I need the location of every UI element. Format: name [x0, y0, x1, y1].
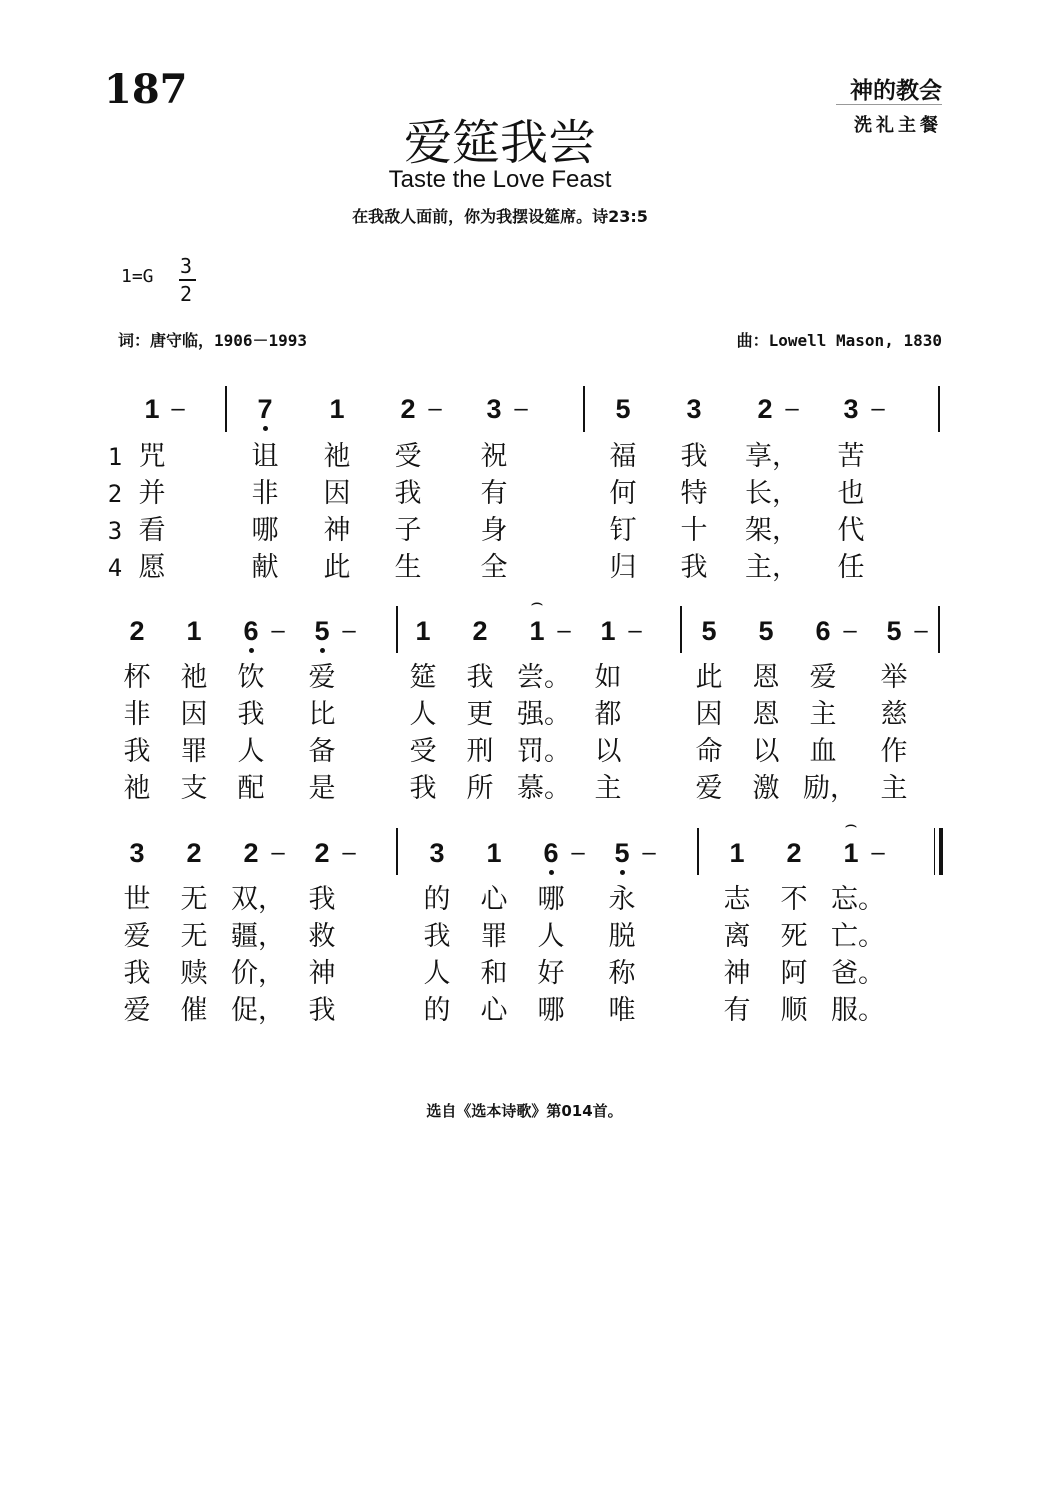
lyric-char: 有 — [480, 478, 508, 509]
note-digit: 1 — [144, 394, 160, 424]
note-digit: 5 — [701, 616, 717, 646]
lyric-char: 主， — [745, 552, 799, 583]
lyric-char: 子 — [394, 515, 422, 546]
barline — [583, 386, 585, 432]
lyric-char: 罪 — [180, 736, 208, 767]
note — [593, 394, 653, 424]
note — [393, 616, 453, 646]
lyric-char: 有 — [723, 995, 751, 1026]
lyric-char: 我 — [308, 884, 336, 915]
note-digit: 5 — [615, 394, 631, 424]
lyric-char: 死 — [780, 921, 808, 952]
lyric-char: 是 — [308, 773, 336, 804]
lyric-char: 如 — [594, 662, 622, 693]
note — [450, 616, 510, 646]
note — [235, 394, 295, 424]
note-digit: 2 — [243, 838, 259, 868]
time-signature-bar — [179, 279, 196, 281]
lyric-char: 所 — [466, 773, 494, 804]
lyric-char: 强。 — [517, 699, 571, 730]
lyric-char: 以 — [752, 736, 780, 767]
lyric-char: 志 — [723, 884, 751, 915]
lyric-char: 忘。 — [831, 884, 885, 915]
lyric-char: 的 — [423, 884, 451, 915]
lyric-char: 钉 — [609, 515, 637, 546]
lyric-char: 脱 — [608, 921, 636, 952]
lyric-char: 励， — [803, 773, 857, 804]
note-digit: 2 — [314, 838, 330, 868]
lyric-char: 并 — [138, 478, 166, 509]
duration-dash: – — [571, 839, 585, 866]
lyric-char: 看 — [138, 515, 166, 546]
lyric-char: 神 — [323, 515, 351, 546]
duration-dash: – — [871, 395, 885, 422]
verse-number: 4 — [107, 554, 123, 582]
lyric-char: 特 — [680, 478, 708, 509]
duration-dash: – — [342, 617, 356, 644]
lyric-char: 咒 — [138, 441, 166, 472]
note-digit: 1 — [600, 616, 616, 646]
lyric-char: 好 — [537, 958, 565, 989]
note — [164, 838, 224, 868]
lower-octave-dot — [320, 648, 325, 653]
barline — [680, 606, 682, 653]
lyric-char: 心 — [480, 884, 508, 915]
lyric-char: 我 — [394, 478, 422, 509]
duration-dash: – — [557, 617, 571, 644]
lyric-char: 非 — [123, 699, 151, 730]
note-digit: 5 — [886, 616, 902, 646]
lyric-char: 哪 — [537, 995, 565, 1026]
note-digit: 5 — [314, 616, 330, 646]
lyric-char: 神 — [308, 958, 336, 989]
note — [107, 616, 167, 646]
lyric-char: 促， — [231, 995, 285, 1026]
lyric-char: 的 — [423, 995, 451, 1026]
lyric-char: 人 — [237, 736, 265, 767]
time-signature-top: 3 — [180, 254, 193, 278]
duration-dash: – — [171, 395, 185, 422]
lyric-char: 价， — [231, 958, 285, 989]
lyric-char: 我 — [237, 699, 265, 730]
lower-octave-dot — [249, 648, 254, 653]
lyric-char: 人 — [423, 958, 451, 989]
barline — [225, 386, 227, 432]
lyric-char: 我 — [123, 736, 151, 767]
lyric-char: 作 — [880, 736, 908, 767]
note — [679, 616, 739, 646]
hymn-number: 187 — [104, 66, 188, 113]
lyric-char: 人 — [409, 699, 437, 730]
lyric-char: 祂 — [323, 441, 351, 472]
barline — [396, 606, 398, 653]
lyric-char: 血 — [809, 736, 837, 767]
lyric-char: 我 — [123, 958, 151, 989]
lyric-char: 筵 — [409, 662, 437, 693]
note-digit: 2 — [129, 616, 145, 646]
barline — [697, 828, 699, 875]
lyric-char: 尝。 — [517, 662, 571, 693]
lyric-char: 人 — [537, 921, 565, 952]
lyric-char: 架， — [745, 515, 799, 546]
lyric-char: 支 — [180, 773, 208, 804]
note-digit: 2 — [400, 394, 416, 424]
note-digit: 3 — [129, 838, 145, 868]
lyric-char: 因 — [323, 478, 351, 509]
source-note: 选自《选本诗歌》第014首。 — [426, 1102, 623, 1120]
lyricist-credit: 词：唐守临，1906－1993 — [118, 331, 308, 350]
lyric-char: 顺 — [780, 995, 808, 1026]
lyric-char: 激 — [752, 773, 780, 804]
lower-octave-dot — [263, 426, 268, 431]
lyric-char: 以 — [594, 736, 622, 767]
lyric-char: 何 — [609, 478, 637, 509]
note-digit: 1 — [329, 394, 345, 424]
category-sub: 洗礼主餐 — [854, 115, 942, 136]
note-digit: 1 — [843, 838, 859, 868]
lyric-char: 非 — [251, 478, 279, 509]
lyric-char: 罪 — [480, 921, 508, 952]
note — [664, 394, 724, 424]
duration-dash: – — [871, 839, 885, 866]
fermata-icon: ⌢ — [530, 590, 544, 614]
lyric-char: 祂 — [180, 662, 208, 693]
lower-octave-dot — [620, 870, 625, 875]
lyric-char: 离 — [723, 921, 751, 952]
lyric-char: 称 — [608, 958, 636, 989]
barline — [396, 828, 398, 875]
verse-number: 2 — [107, 480, 123, 508]
note — [307, 394, 367, 424]
lyric-char: 疆， — [231, 921, 285, 952]
lyric-char: 永 — [608, 884, 636, 915]
lyric-char: 都 — [594, 699, 622, 730]
duration-dash: – — [843, 617, 857, 644]
lyric-char: 恩 — [752, 662, 780, 693]
note-digit: 2 — [186, 838, 202, 868]
hymn-title: 爱筵我尝 — [403, 115, 596, 171]
duration-dash: – — [271, 839, 285, 866]
lyric-char: 不 — [780, 884, 808, 915]
lyric-char: 爱 — [123, 995, 151, 1026]
lyric-char: 罚。 — [517, 736, 571, 767]
lyric-char: 我 — [680, 441, 708, 472]
lyric-char: 受 — [394, 441, 422, 472]
note — [407, 838, 467, 868]
note-digit: 1 — [415, 616, 431, 646]
lyric-char: 举 — [880, 662, 908, 693]
note — [107, 838, 167, 868]
lyric-char: 更 — [466, 699, 494, 730]
lyric-char: 代 — [837, 515, 865, 546]
lyric-char: 我 — [466, 662, 494, 693]
lyric-char: 祝 — [480, 441, 508, 472]
lyric-char: 主 — [594, 773, 622, 804]
lyric-char: 归 — [609, 552, 637, 583]
lyric-char: 爱 — [809, 662, 837, 693]
lyric-char: 亡。 — [831, 921, 885, 952]
note — [764, 838, 824, 868]
lyric-char: 爸。 — [831, 958, 885, 989]
lyric-char: 长， — [745, 478, 799, 509]
lyric-char: 我 — [308, 995, 336, 1026]
double-barline — [934, 828, 935, 875]
time-signature-bottom: 2 — [180, 282, 193, 306]
note-digit: 3 — [686, 394, 702, 424]
lyric-char: 无 — [180, 921, 208, 952]
lyric-char: 备 — [308, 736, 336, 767]
note — [164, 616, 224, 646]
lyric-char: 双， — [231, 884, 285, 915]
note-digit: 1 — [529, 616, 545, 646]
scripture-verse: 在我敌人面前，你为我摆设筵席。诗23:5 — [352, 207, 648, 226]
lyric-char: 因 — [695, 699, 723, 730]
note — [464, 838, 524, 868]
lyric-char: 主 — [880, 773, 908, 804]
lyric-char: 我 — [680, 552, 708, 583]
lyric-char: 服。 — [831, 995, 885, 1026]
duration-dash: – — [271, 617, 285, 644]
note-digit: 2 — [472, 616, 488, 646]
note-digit: 2 — [757, 394, 773, 424]
lyric-char: 我 — [409, 773, 437, 804]
lyric-char: 生 — [394, 552, 422, 583]
note-digit: 6 — [243, 616, 259, 646]
lyric-char: 世 — [123, 884, 151, 915]
lyric-char: 此 — [323, 552, 351, 583]
lyric-char: 全 — [480, 552, 508, 583]
lyric-char: 和 — [480, 958, 508, 989]
lyric-char: 刑 — [466, 736, 494, 767]
lyric-char: 爱 — [123, 921, 151, 952]
lyric-char: 慕。 — [517, 773, 571, 804]
note-digit: 1 — [186, 616, 202, 646]
note-digit: 2 — [786, 838, 802, 868]
lyric-char: 愿 — [138, 552, 166, 583]
lyric-char: 神 — [723, 958, 751, 989]
key-signature: 1=G — [121, 266, 154, 287]
duration-dash: – — [428, 395, 442, 422]
lyric-char: 因 — [180, 699, 208, 730]
note-digit: 6 — [543, 838, 559, 868]
final-barline — [939, 828, 943, 875]
barline — [938, 386, 940, 432]
lyric-char: 无 — [180, 884, 208, 915]
lyric-char: 救 — [308, 921, 336, 952]
lyric-char: 享， — [745, 441, 799, 472]
duration-dash: – — [514, 395, 528, 422]
lyric-char: 赎 — [180, 958, 208, 989]
note-digit: 5 — [758, 616, 774, 646]
note-digit: 6 — [815, 616, 831, 646]
lyric-char: 十 — [680, 515, 708, 546]
duration-dash: – — [642, 839, 656, 866]
lyric-char: 哪 — [537, 884, 565, 915]
lyric-char: 唯 — [608, 995, 636, 1026]
note — [707, 838, 767, 868]
lyric-char: 命 — [695, 736, 723, 767]
lower-octave-dot — [549, 870, 554, 875]
lyric-char: 献 — [251, 552, 279, 583]
duration-dash: – — [628, 617, 642, 644]
lyric-char: 此 — [695, 662, 723, 693]
note-digit: 7 — [257, 394, 273, 424]
lyric-char: 心 — [480, 995, 508, 1026]
fermata-icon: ⌢ — [844, 812, 858, 836]
verse-number: 3 — [107, 517, 123, 545]
lyric-char: 比 — [308, 699, 336, 730]
lyric-char: 催 — [180, 995, 208, 1026]
category-main: 神的教会 — [850, 77, 942, 104]
barline — [938, 606, 940, 653]
lyric-char: 哪 — [251, 515, 279, 546]
duration-dash: – — [914, 617, 928, 644]
lyric-char: 慈 — [880, 699, 908, 730]
lyric-char: 也 — [837, 478, 865, 509]
duration-dash: – — [785, 395, 799, 422]
note — [736, 616, 796, 646]
duration-dash: – — [342, 839, 356, 866]
lyric-char: 配 — [237, 773, 265, 804]
verse-number: 1 — [107, 443, 123, 471]
note-digit: 1 — [486, 838, 502, 868]
lyric-char: 身 — [480, 515, 508, 546]
lyric-char: 阿 — [780, 958, 808, 989]
note-digit: 5 — [614, 838, 630, 868]
note-digit: 3 — [429, 838, 445, 868]
lyric-char: 诅 — [251, 441, 279, 472]
lyric-char: 饮 — [237, 662, 265, 693]
composer-credit: 曲：Lowell Mason, 1830 — [736, 331, 942, 350]
lyric-char: 爱 — [308, 662, 336, 693]
lyric-char: 恩 — [752, 699, 780, 730]
lyric-char: 我 — [423, 921, 451, 952]
lyric-char: 祂 — [123, 773, 151, 804]
lyric-char: 受 — [409, 736, 437, 767]
lyric-char: 杯 — [123, 662, 151, 693]
lyric-char: 爱 — [695, 773, 723, 804]
note-digit: 1 — [729, 838, 745, 868]
note-digit: 3 — [486, 394, 502, 424]
lyric-char: 福 — [609, 441, 637, 472]
hymn-title-english: Taste the Love Feast — [388, 166, 612, 193]
lyric-char: 任 — [837, 552, 865, 583]
lyric-char: 苦 — [837, 441, 865, 472]
lyric-char: 主 — [809, 699, 837, 730]
note-digit: 3 — [843, 394, 859, 424]
